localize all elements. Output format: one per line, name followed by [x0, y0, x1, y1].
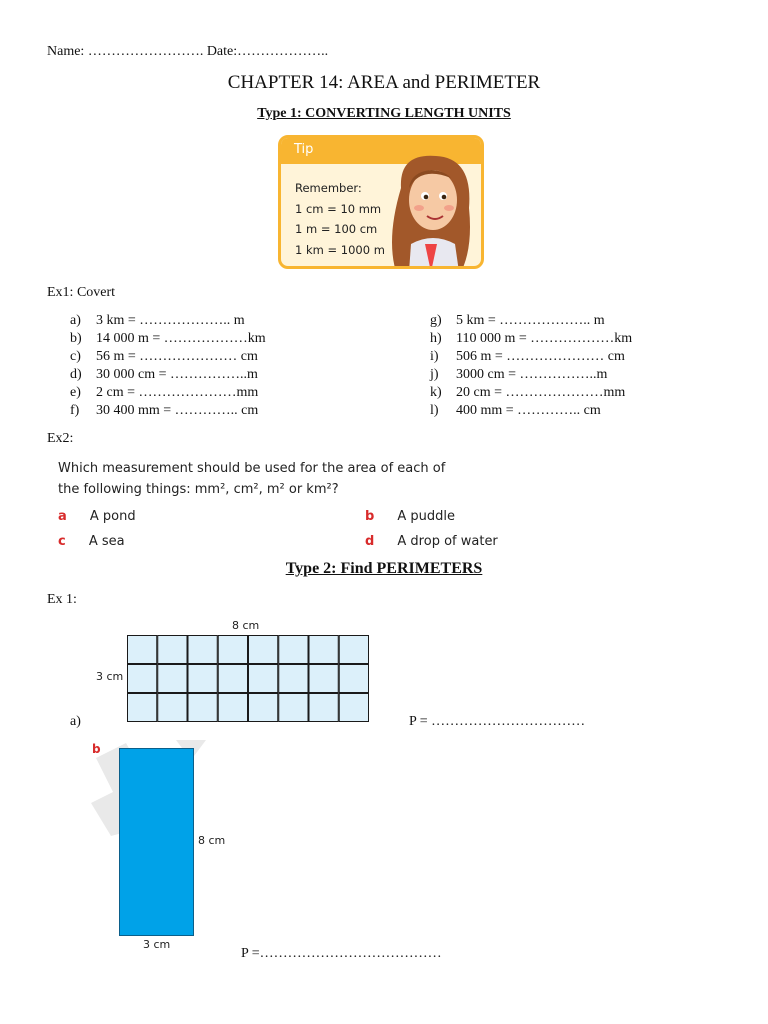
ex1-item-b	[70, 331, 266, 347]
grid-cell	[309, 636, 338, 664]
ex1-item-d	[70, 367, 258, 383]
ex1-letter: l)	[430, 403, 439, 418]
grid-svg	[127, 635, 369, 722]
figure-b-answer: P =…………………………………	[241, 946, 442, 961]
grid-cell	[218, 665, 247, 693]
ex1-letter: h)	[430, 331, 442, 346]
ex1-item-l	[430, 403, 601, 419]
grid-cell	[188, 636, 217, 664]
figure-a-answer: P = ……………………………	[409, 714, 586, 729]
grid-cell	[218, 636, 247, 664]
ex1-text: 30 000 cm = ……………..m	[96, 367, 258, 382]
ex1-text: 3 km = ……………….. m	[96, 313, 245, 328]
grid-cell	[128, 636, 157, 664]
ex1-text: 400 mm = ………….. cm	[456, 403, 601, 418]
option-letter: b	[365, 509, 375, 524]
option-text: A drop of water	[397, 534, 498, 549]
ex1-item-k	[430, 385, 625, 401]
figure-a-letter: a)	[70, 714, 81, 729]
type2-heading: Type 2: Find PERIMETERS	[285, 560, 483, 577]
ex1-item-i	[430, 349, 625, 365]
ex2-option-a	[58, 505, 136, 524]
option-text: A sea	[88, 534, 125, 549]
ex1-text: 20 cm = …………………mm	[456, 385, 626, 400]
ex1-item-f	[70, 403, 258, 419]
ex1-item-a	[70, 313, 245, 329]
tip-box	[278, 135, 484, 269]
ex1-letter: i)	[430, 349, 439, 364]
girl-illustration	[381, 148, 481, 269]
grid-cell	[158, 665, 187, 693]
type1-heading: Type 1: CONVERTING LENGTH UNITS	[257, 106, 511, 121]
rect-bottom-label: 3 cm	[143, 938, 171, 951]
ex2-question-line-2: the following things: mm², cm², m² or km²?	[58, 482, 339, 497]
grid-cell	[339, 665, 368, 693]
grid-cell	[249, 665, 278, 693]
ex1-letter: g)	[430, 313, 442, 328]
ex1-text: 56 m = ………………… cm	[96, 349, 258, 364]
option-letter: a	[58, 509, 67, 524]
grid-cell	[339, 636, 368, 664]
ex2-option-c	[58, 530, 125, 549]
ex1-text: 30 400 mm = ………….. cm	[96, 403, 259, 418]
tip-line-3: 1 km = 1000 m	[295, 242, 385, 257]
ex1-letter: f)	[70, 403, 80, 418]
type2-ex1-heading: Ex 1:	[47, 592, 77, 607]
tip-label: Tip	[281, 138, 481, 164]
ex1-letter: c)	[70, 349, 81, 364]
option-letter: c	[58, 534, 66, 549]
grid-cell	[218, 694, 247, 722]
ex1-item-j	[430, 367, 607, 383]
grid-cell	[279, 636, 308, 664]
tip-line-2: 1 m = 100 cm	[295, 222, 378, 236]
rect-side-label: 8 cm	[198, 834, 226, 847]
ex1-item-h	[430, 331, 632, 347]
grid-rectangle	[127, 635, 369, 722]
ex2-option-d	[365, 530, 498, 549]
ex2-heading: Ex2:	[47, 431, 74, 446]
grid-cell	[158, 636, 187, 664]
ex1-item-g	[430, 313, 605, 329]
ex1-letter: k)	[430, 385, 442, 400]
name-date-line: Name: ……………………. Date:………………..	[47, 44, 329, 59]
grid-cell	[128, 694, 157, 722]
grid-cell	[249, 636, 278, 664]
tip-line-1: 1 cm = 10 mm	[295, 201, 382, 216]
ex1-text: 506 m = ………………… cm	[456, 349, 625, 364]
ex1-text: 2 cm = …………………mm	[96, 385, 259, 400]
option-letter: d	[365, 534, 375, 549]
blue-rectangle	[119, 748, 194, 936]
option-text: A puddle	[397, 509, 456, 524]
ex2-option-b	[365, 505, 455, 524]
grid-cell	[188, 694, 217, 722]
ex1-letter: d)	[70, 367, 82, 382]
ex1-heading: Ex1: Covert	[47, 285, 116, 300]
grid-cell	[339, 694, 368, 722]
ex1-text: 5 km = ……………….. m	[456, 313, 605, 328]
ex1-text: 110 000 m = ………………km	[456, 331, 633, 346]
ex1-item-e	[70, 385, 258, 401]
ex1-letter: a)	[70, 313, 81, 328]
ex1-item-c	[70, 349, 258, 365]
ex2-question-line-1: Which measurement should be used for the area of each of	[58, 461, 446, 476]
grid-cell	[188, 665, 217, 693]
page-title: CHAPTER 14: AREA and PERIMETER	[227, 72, 541, 93]
grid-cell	[279, 694, 308, 722]
grid-cell	[249, 694, 278, 722]
grid-side-label: 3 cm	[96, 670, 124, 683]
grid-cell	[309, 694, 338, 722]
option-text: A pond	[89, 509, 136, 524]
figure-b-letter: b	[92, 742, 101, 756]
grid-cell	[128, 665, 157, 693]
ex1-text: 14 000 m = ………………km	[96, 331, 266, 346]
grid-cell	[279, 665, 308, 693]
tip-remember: Remember:	[295, 181, 362, 195]
grid-top-label: 8 cm	[232, 619, 260, 632]
ex1-letter: e)	[70, 385, 81, 400]
grid-cell	[158, 694, 187, 722]
ex1-text: 3000 cm = ……………..m	[456, 367, 608, 382]
ex1-letter: b)	[70, 331, 82, 346]
grid-cell	[309, 665, 338, 693]
ex1-letter: j)	[430, 367, 439, 382]
